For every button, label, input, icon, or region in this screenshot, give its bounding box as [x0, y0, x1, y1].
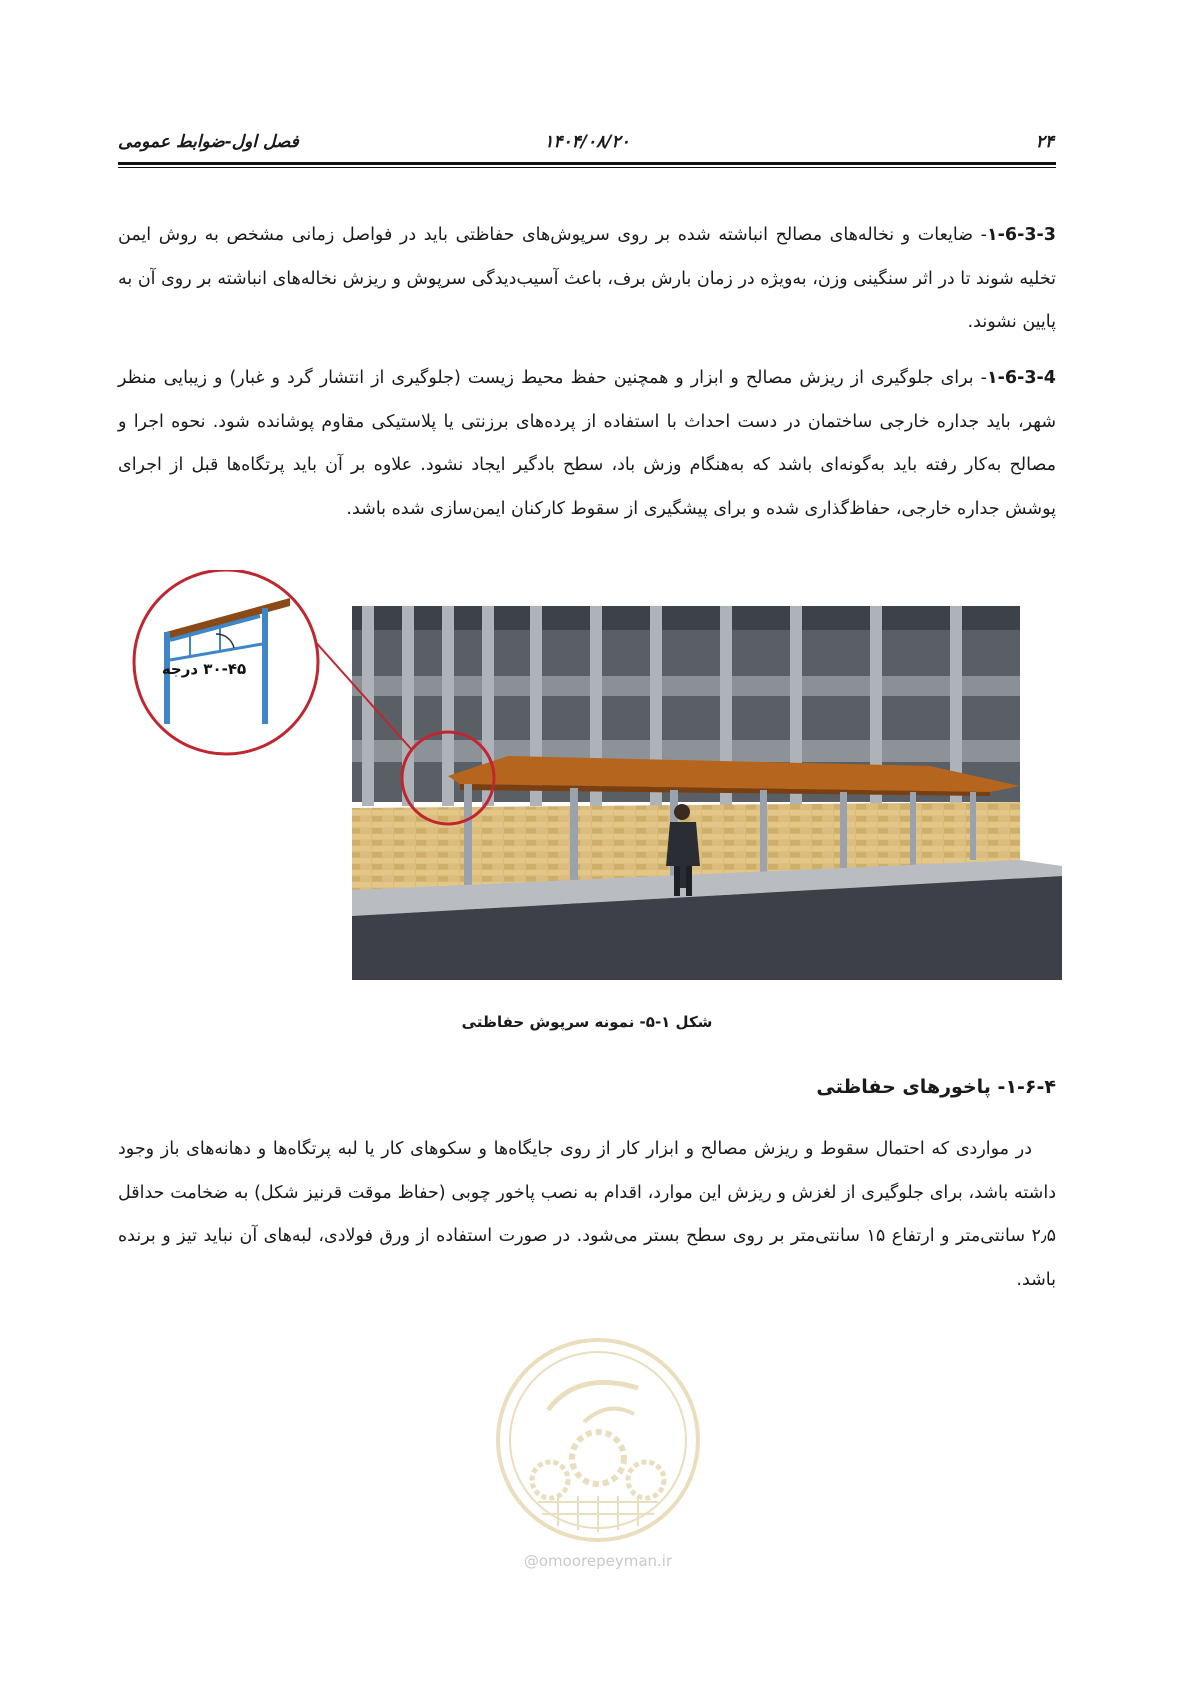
page-number: ۲۴	[1035, 132, 1054, 152]
chapter-title: فصل اول-ضوابط عمومی	[118, 132, 299, 152]
header-rule-thin	[118, 167, 1056, 168]
paragraph-text: - ضایعات و نخاله‌های مصالح انباشته شده بر روی سرپوش‌های حفاظتی باید در فواصل زمانی مشخص به روش ایمن تخلیه شوند تا در اثر سنگینی وزن، به‌ویژه در زمان بارش برف، باعث آسیب‌دیدگی سرپوش و ریزش نخاله‌های انباشته بر روی آن به پایین نشوند.	[118, 225, 1056, 332]
paragraph-text: - برای جلوگیری از ریزش مصالح و ابزار و همچنین حفظ محیط زیست (جلوگیری از انتشار گرد و غبار) و زیبایی منظر شهر، باید جداره خارجی ساختمان در دست احداث با استفاده از پرده‌های برزنتی یا پلاستیکی مقاوم پوشانده شود. نحوه اجرا و مصالح به‌کار رفته باید به‌گونه‌ای باشد که به‌هنگام وزش باد، سطح بادگیر ایجاد نشود. علاوه بر آن باید پرتگاه‌ها قبل از اجرای پوشش جداره خارجی، حفاظ‌گذاری شده و برای پیشگیری از سقوط کارکنان ایمن‌سازی شده باشد.	[118, 368, 1056, 519]
paragraph-1	[118, 214, 1056, 345]
header-date: ۱۴۰۴/۰۸/۲۰	[544, 132, 630, 152]
clause-number: ۱-6-3-3	[986, 225, 1056, 245]
protective-canopy-figure	[130, 570, 1062, 980]
clause-number: ۱-6-3-4	[986, 368, 1056, 388]
figure-caption: شکل ۱-۵- نمونه سرپوش حفاظتی	[461, 1013, 713, 1031]
watermark-logo	[488, 1330, 708, 1550]
paragraph-text: در مواردی که احتمال سقوط و ریزش مصالح و ابزار کار از روی جایگاه‌ها و سکوهای کار یا لبه پرتگاه‌ها و دهانه‌های باز وجود داشته باشد، برای جلوگیری از لغزش و ریزش این موارد، اقدام به نصب پاخور چوبی (حفاظ موقت قرنیز شکل) به ضخامت حداقل ۲٫۵ سانتی‌متر و ارتفاع ۱۵ سانتی‌متر بر روی سطح بستر می‌شود. در صورت استفاده از ورق فولادی، لبه‌های آن نباید تیز و برنده باشد.	[118, 1139, 1056, 1290]
header-rule-thick	[118, 162, 1056, 165]
paragraph-2	[118, 357, 1056, 531]
watermark-url: @omoorepeyman.ir	[523, 1552, 673, 1570]
zoom-inset	[134, 570, 318, 754]
angle-label: ۳۰-۴۵ درجه	[161, 660, 247, 678]
page-header	[118, 128, 1056, 168]
paragraph-3	[118, 1128, 1056, 1302]
section-title: ۱-۶-۴- پاخورهای حفاظتی	[816, 1076, 1056, 1098]
